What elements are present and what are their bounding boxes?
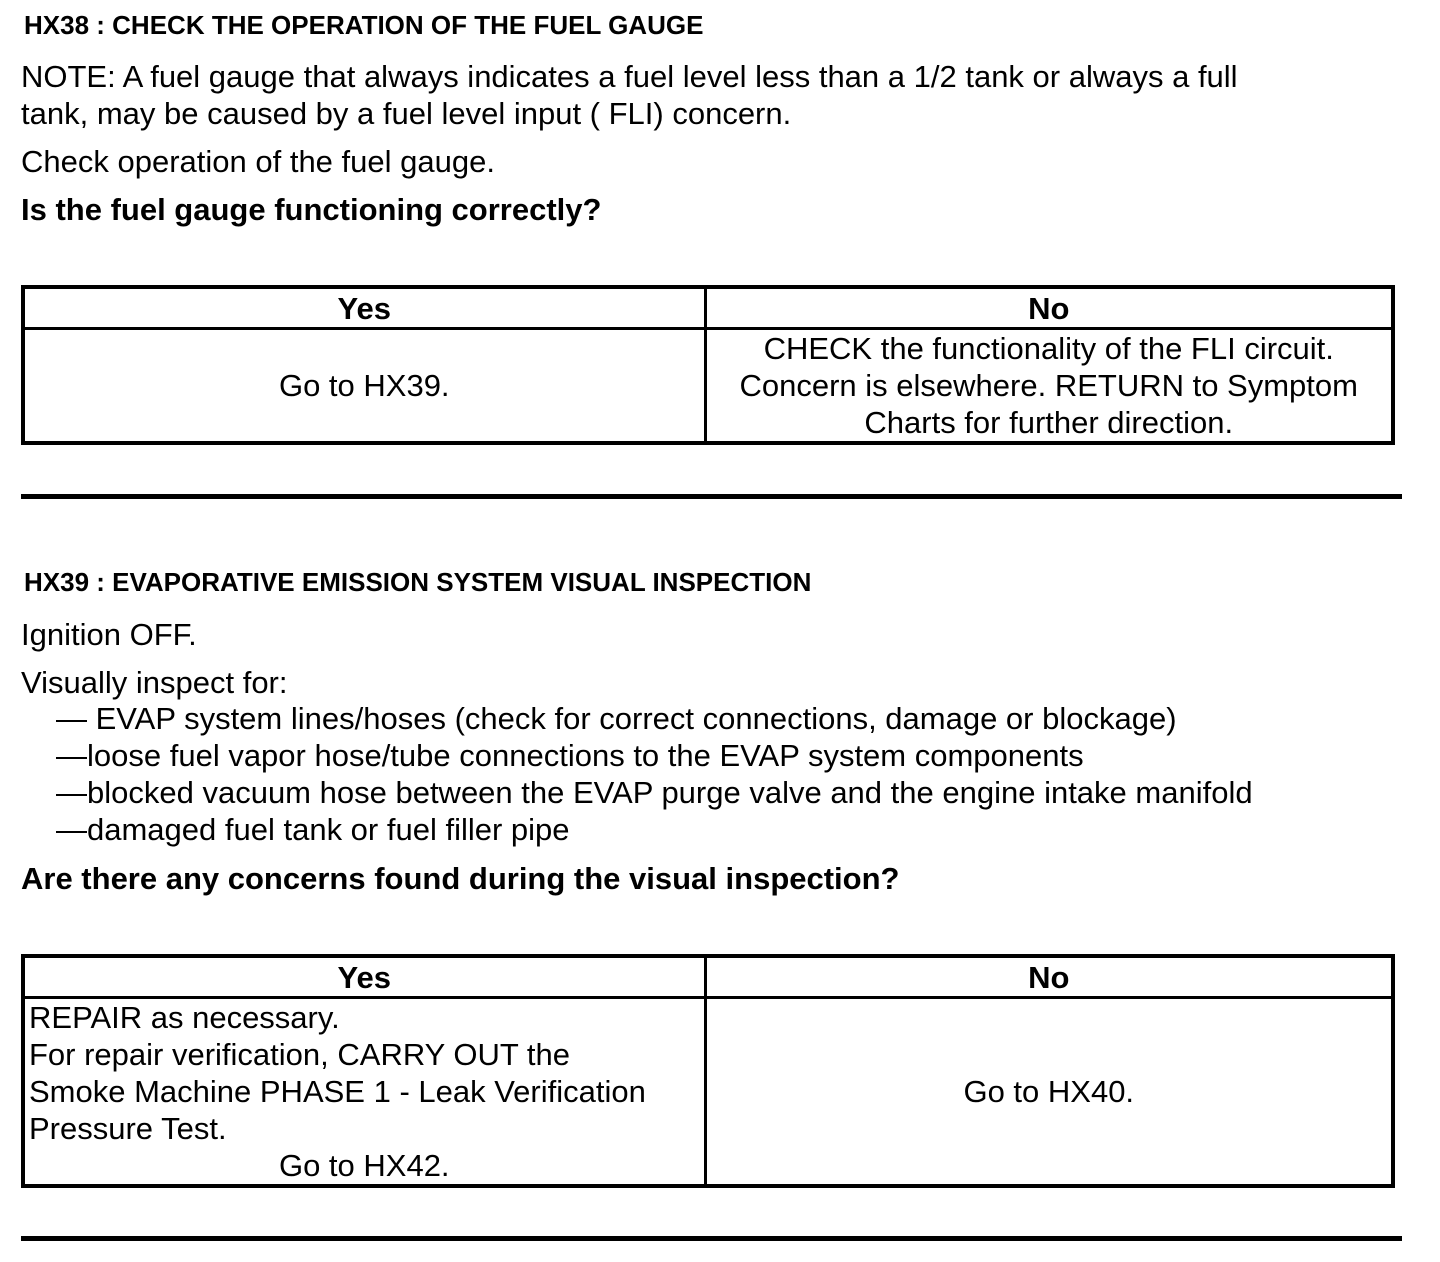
list-item: —loose fuel vapor hose/tube connections to the EVAP system components bbox=[56, 738, 1084, 773]
list-item: —blocked vacuum hose between the EVAP purge valve and the engine intake manifold bbox=[56, 775, 1253, 810]
hx38-yes-cell bbox=[23, 329, 705, 444]
hx39-no-text: Go to HX40. bbox=[963, 1074, 1135, 1109]
hx39-yes-header: Yes bbox=[23, 956, 705, 998]
hx39-yes-line-2: For repair verification, CARRY OUT the bbox=[29, 1037, 570, 1072]
section-divider-1 bbox=[21, 494, 1402, 499]
hx39-no-header: No bbox=[705, 956, 1393, 998]
hx39-no-cell bbox=[705, 998, 1393, 1187]
hx39-yes-goto: Go to HX42. bbox=[278, 1148, 450, 1183]
hx39-yes-line-3: Smoke Machine PHASE 1 - Leak Verification bbox=[29, 1074, 646, 1109]
hx39-yes-cell bbox=[23, 998, 705, 1187]
hx38-instruction: Check operation of the fuel gauge. bbox=[21, 144, 495, 179]
hx39-yes-line-1: REPAIR as necessary. bbox=[29, 1000, 340, 1035]
hx39-question: Are there any concerns found during the visual inspection? bbox=[21, 861, 900, 896]
hx39-instruction-2: Visually inspect for: bbox=[21, 665, 288, 700]
hx39-decision-table bbox=[21, 954, 1395, 1188]
list-item: — EVAP system lines/hoses (check for correct connections, damage or blockage) bbox=[56, 701, 1177, 736]
hx38-no-line-3: Charts for further direction. bbox=[864, 405, 1234, 440]
hx39-yes-line-4: Pressure Test. bbox=[29, 1111, 227, 1146]
hx38-question: Is the fuel gauge functioning correctly? bbox=[21, 192, 602, 227]
hx38-no-line-2: Concern is elsewhere. RETURN to Symptom bbox=[739, 368, 1358, 403]
hx39-heading: HX39 : EVAPORATIVE EMISSION SYSTEM VISUAL INSPECTION bbox=[24, 567, 812, 597]
hx38-note-line-2: tank, may be caused by a fuel level input ( FLI) concern. bbox=[21, 96, 792, 131]
hx38-heading: HX38 : CHECK THE OPERATION OF THE FUEL GAUGE bbox=[24, 10, 704, 40]
hx38-no-header: No bbox=[705, 287, 1393, 329]
list-item: —damaged fuel tank or fuel filler pipe bbox=[56, 812, 570, 847]
hx39-inspection-list bbox=[24, 700, 1253, 848]
hx38-note bbox=[21, 58, 1238, 132]
hx38-yes-text: Go to HX39. bbox=[278, 368, 450, 403]
hx38-yes-header: Yes bbox=[23, 287, 705, 329]
hx38-no-line-1: CHECK the functionality of the FLI circuit. bbox=[763, 331, 1334, 366]
hx38-decision-table bbox=[21, 285, 1395, 445]
hx38-note-line-1: NOTE: A fuel gauge that always indicates a fuel level less than a 1/2 tank or always a full bbox=[21, 59, 1238, 94]
section-divider-2 bbox=[21, 1236, 1402, 1241]
hx38-no-cell bbox=[705, 329, 1393, 444]
hx39-instruction-1: Ignition OFF. bbox=[21, 617, 197, 652]
